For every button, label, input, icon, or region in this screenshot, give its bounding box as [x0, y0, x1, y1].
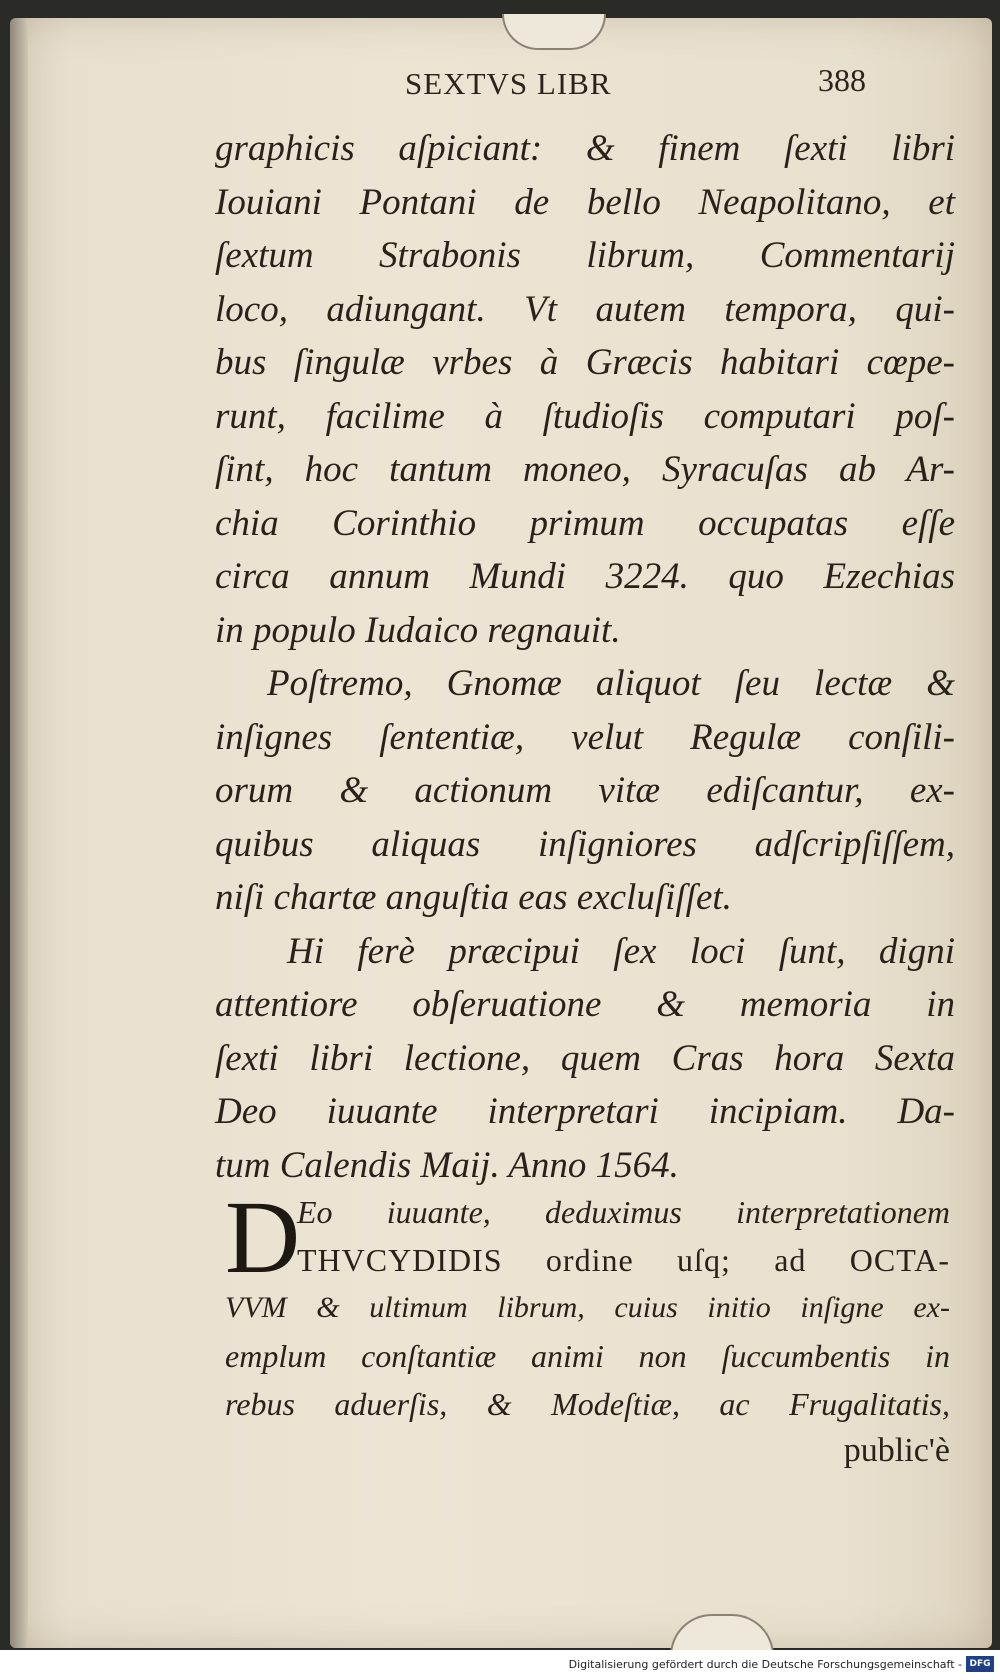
paragraph-3 — [215, 925, 955, 1193]
text-line: Eo iuuante, deduximus interpretationem — [297, 1194, 950, 1230]
text-line: tum Calendis Maij. Anno 1564. — [215, 1144, 679, 1186]
main-text — [215, 122, 955, 1192]
text-line: runt, facilime à ſtudioſis computari poſ- — [215, 395, 955, 437]
text-line: ſexti libri lectione, quem Cras hora Sexta — [215, 1037, 955, 1079]
text-line: loco, adiungant. Vt autem tempora, qui- — [215, 288, 955, 330]
text-line: bus ſingulæ vrbes à Græcis habitari cœpe- — [215, 342, 955, 383]
running-head: SEXTVS LIBR — [405, 66, 612, 101]
text-line: Deo iuuante interpretari incipiam. Da- — [215, 1091, 955, 1132]
text-line: THVCYDIDIS ordine uſq; ad OCTA- — [297, 1242, 950, 1278]
text-line: chia Corinthio primum occupatas eſſe — [215, 502, 955, 544]
drop-cap: D — [225, 1180, 301, 1295]
footer-bar — [0, 1650, 1000, 1680]
text-line: Iouiani Pontani de bello Neapolitano, et — [215, 181, 955, 223]
dfg-logo: DFG — [966, 1656, 994, 1672]
text-line: attentiore obſeruatione & memoria in — [215, 984, 955, 1025]
text-line: emplum conſtantiæ animi non ſuccumbentis in — [225, 1338, 950, 1374]
page-edge — [10, 18, 28, 1648]
text-line: niſi chartæ anguſtia eas excluſiſſet. — [215, 877, 732, 918]
closing-paragraph — [225, 1180, 950, 1428]
digitization-credit: Digitalisierung gefördert durch die Deutsche Forschungsgemeinschaft - — [568, 1658, 962, 1671]
text-line: graphicis aſpiciant: & finem ſexti libri — [215, 128, 955, 169]
text-line: ſextum Strabonis librum, Commentarij — [215, 235, 955, 276]
text-line: Poſtremo, Gnomæ aliquot ſeu lectæ & — [267, 663, 955, 704]
text-line: rebus aduerſis, & Modeſtiæ, ac Frugalitatis, — [225, 1386, 950, 1422]
text-line: orum & actionum vitæ ediſcantur, ex- — [215, 770, 955, 811]
text-line: VVM & ultimum librum, cuius initio inſigne ex- — [225, 1291, 950, 1324]
paragraph-1 — [215, 122, 955, 657]
page-number: 388 — [818, 62, 866, 98]
catchword: public'è — [843, 1432, 950, 1469]
text-line: quibus aliquas inſigniores adſcripſiſſem, — [215, 823, 955, 865]
text-line: circa annum Mundi 3224. quo Ezechias — [215, 556, 955, 597]
text-line: ſint, hoc tantum moneo, Syracuſas ab Ar- — [215, 449, 955, 490]
top-page-clip — [502, 14, 606, 50]
text-line: inſignes ſententiæ, velut Regulæ conſili- — [215, 716, 955, 758]
text-line: in populo Iudaico regnauit. — [215, 609, 621, 651]
text-line: Hi ferè præcipui ſex loci ſunt, digni — [287, 930, 955, 972]
paragraph-2 — [215, 657, 955, 925]
